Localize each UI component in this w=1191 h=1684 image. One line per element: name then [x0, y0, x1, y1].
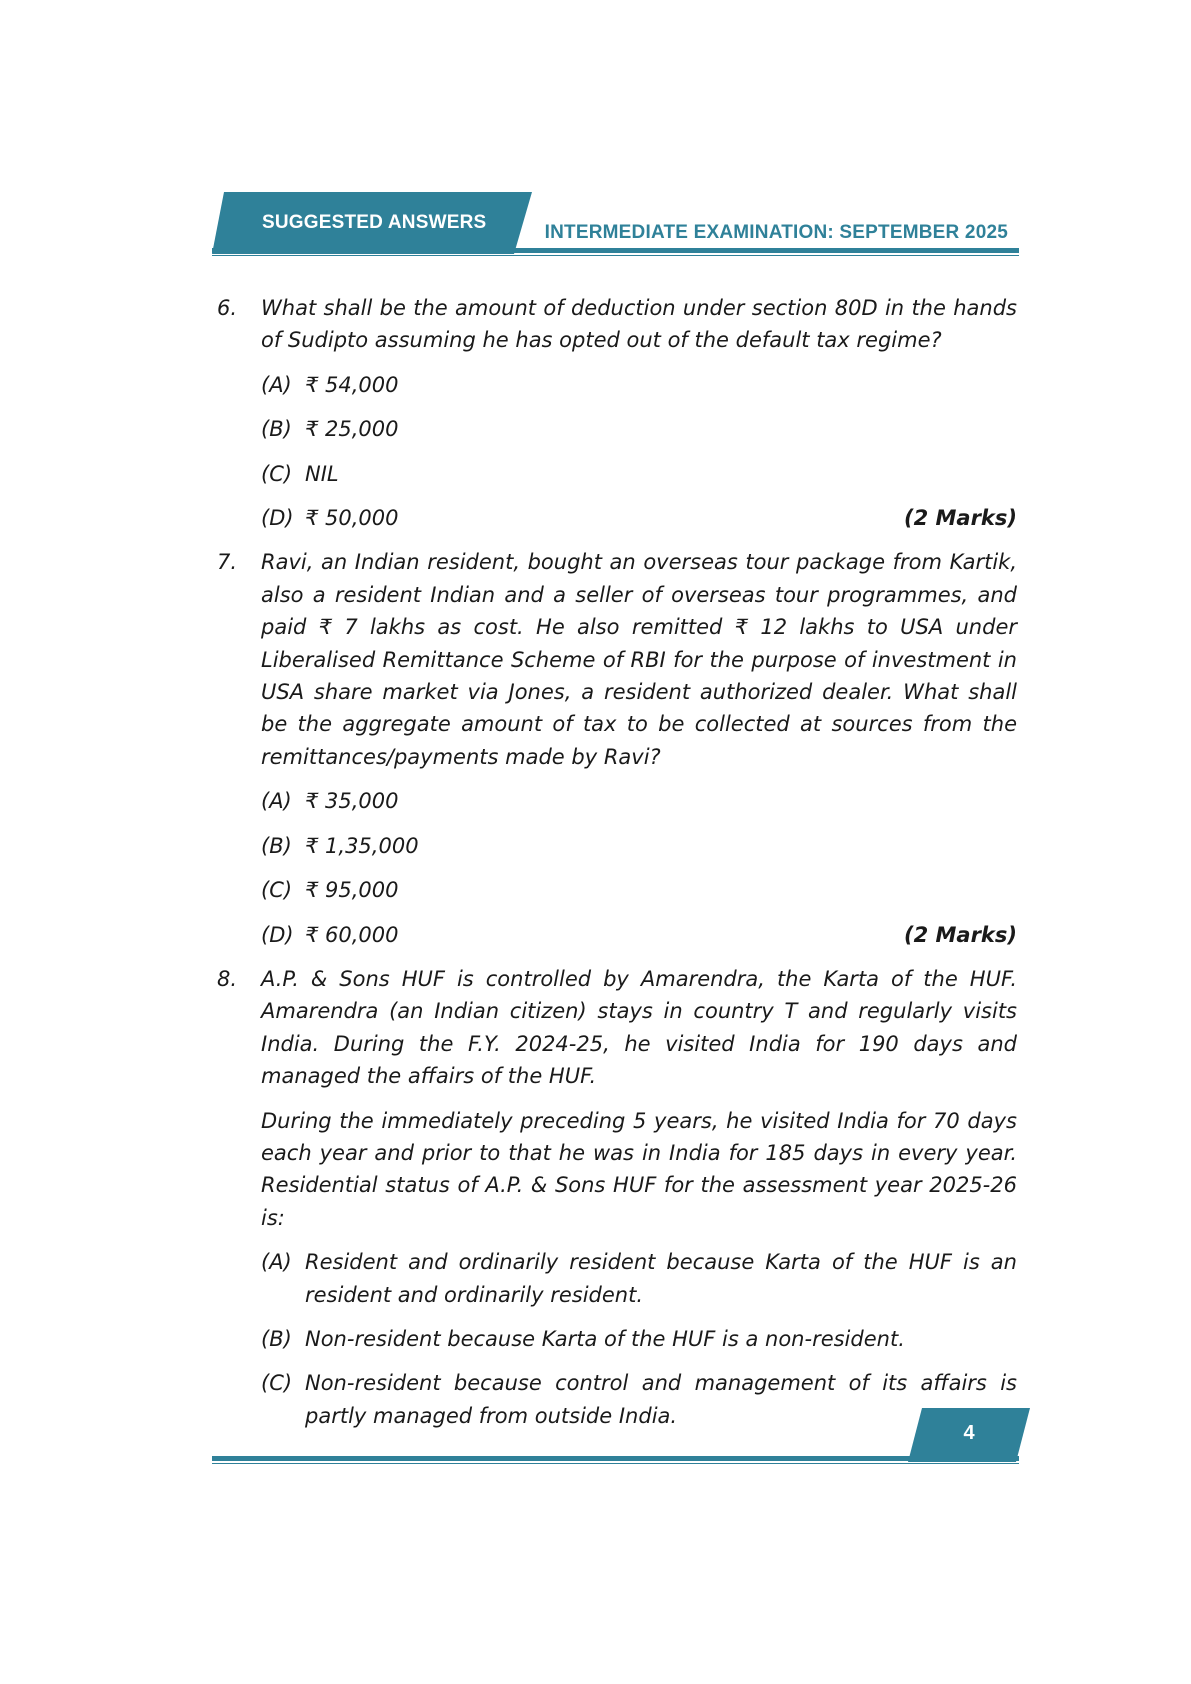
option-b: [261, 1323, 1017, 1355]
marks-label: (2 Marks): [903, 506, 1017, 531]
option-text: ₹ 1,35,000: [305, 833, 419, 858]
option-c: [261, 1367, 1017, 1432]
option-b: [261, 830, 1017, 862]
option-text: NIL: [305, 461, 339, 486]
question-text: [261, 963, 1017, 1234]
header-rule-thin: [212, 255, 1019, 256]
option-label: (B): [261, 417, 292, 442]
question-8: [217, 963, 1017, 1234]
header-rule: [212, 248, 1019, 253]
option-label: (B): [261, 1326, 292, 1351]
option-label: (C): [261, 1371, 293, 1396]
option-text: Resident and ordinarily resident because Karta of the HUF is an resident and ordinarily resident.: [305, 1250, 1017, 1307]
footer-rule-thin: [212, 1463, 1019, 1464]
question-number: 6.: [217, 296, 238, 320]
option-text: Non-resident because Karta of the HUF is a non-resident.: [305, 1326, 905, 1351]
question-text: Ravi, an Indian resident, bought an overseas tour package from Kartik, also a resident Indian and a seller of overseas tour programmes, and paid ₹ 7 lakhs as cost. He also remitted ₹ 12 lakhs to USA under Liberalised Remittance Scheme of RBI for the purpose of investment in USA share market via Jones, a resident authorized dealer. What shall be the aggregate amount of tax to be collected at sources from the remittances/payments made by Ravi?: [261, 550, 1017, 769]
option-text: ₹ 35,000: [305, 789, 399, 814]
option-a: [261, 1246, 1017, 1311]
option-text: ₹ 50,000: [305, 506, 399, 531]
question-6-options: [261, 369, 1017, 535]
question-text: What shall be the amount of deduction under section 80D in the hands of Sudipto assuming he has opted out of the default tax regime?: [261, 296, 1017, 353]
option-d: [261, 919, 1017, 951]
option-label: (A): [261, 1250, 292, 1275]
footer-rule: [212, 1456, 1019, 1461]
question-7: [217, 546, 1017, 773]
option-text: ₹ 95,000: [305, 878, 399, 903]
question-7-options: [261, 785, 1017, 951]
question-8-options: [261, 1246, 1017, 1432]
question-paragraph: During the immediately preceding 5 years, he visited India for 70 days each year and prior to that he was in India for 185 days in every year. Residential status of A.P. & Sons HUF for the assessment year 2025-26 is:: [261, 1108, 1017, 1230]
option-label: (D): [261, 506, 294, 531]
option-a: [261, 369, 1017, 401]
option-text: ₹ 60,000: [305, 922, 399, 947]
option-label: (C): [261, 461, 293, 486]
option-label: (C): [261, 878, 293, 903]
option-label: (A): [261, 372, 292, 397]
option-label: (D): [261, 922, 294, 947]
option-text: ₹ 54,000: [305, 372, 399, 397]
option-label: (A): [261, 789, 292, 814]
option-c: [261, 458, 1017, 490]
option-c: [261, 874, 1017, 906]
option-label: (B): [261, 833, 292, 858]
option-b: [261, 413, 1017, 445]
question-content: [217, 292, 1017, 1432]
page-number: 4: [963, 1422, 975, 1444]
marks-label: (2 Marks): [903, 922, 1017, 947]
option-text: Non-resident because control and management of its affairs is partly managed from outside India.: [305, 1371, 1017, 1428]
header-tab-label: SUGGESTED ANSWERS: [262, 212, 487, 233]
header-exam-title: INTERMEDIATE EXAMINATION: SEPTEMBER 2025: [544, 222, 1008, 243]
option-d: [261, 502, 1017, 534]
question-number: 7.: [217, 550, 238, 575]
question-number: 8.: [217, 966, 238, 991]
option-text: ₹ 25,000: [305, 417, 399, 442]
question-6: [217, 292, 1017, 357]
option-a: [261, 785, 1017, 817]
question-paragraph: A.P. & Sons HUF is controlled by Amarendra, the Karta of the HUF. Amarendra (an Indian citizen) stays in country T and regularly visits India. During the F.Y. 2024-25, he visited India for 190 days and managed the affairs of the HUF.: [261, 966, 1017, 1089]
